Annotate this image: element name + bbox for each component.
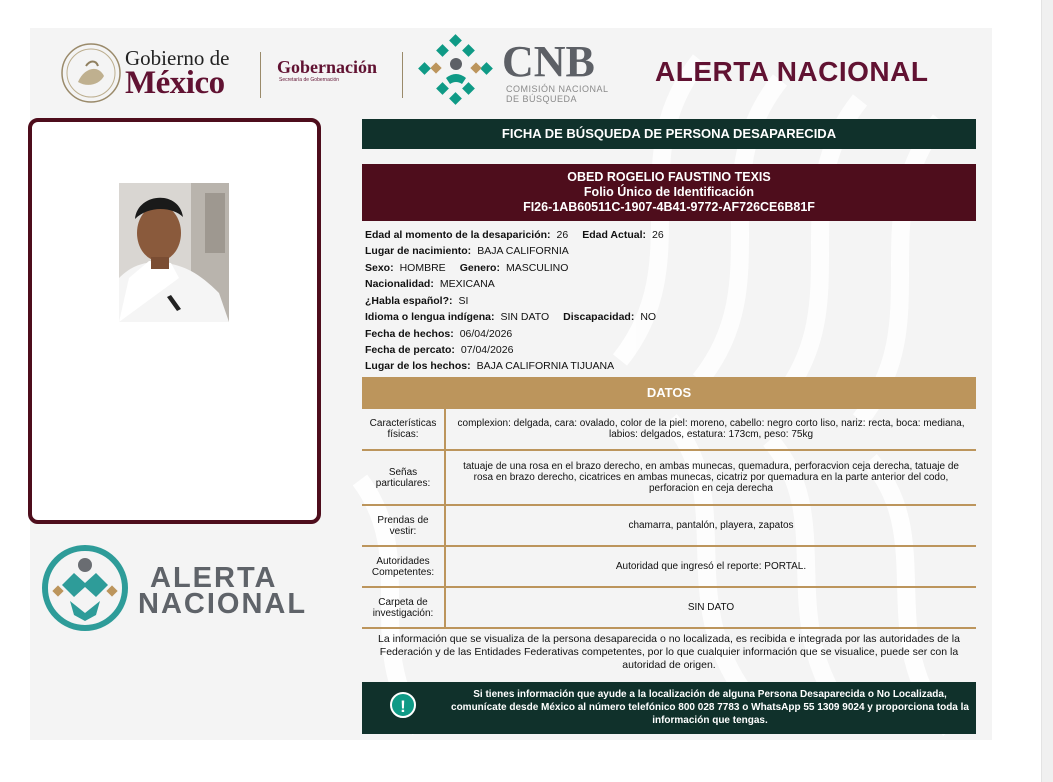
genero-value: MASCULINO: [505, 262, 569, 274]
idioma-value: SIN DATO: [500, 311, 550, 323]
fecha-hechos-value: 06/04/2026: [459, 328, 513, 340]
cnb-sub-line2: DE BÚSQUEDA: [506, 94, 578, 104]
lugar-hechos-label: Lugar de los hechos:: [365, 360, 471, 372]
lugar-nac-value: BAJA CALIFORNIA: [477, 245, 569, 257]
table-row: [362, 505, 976, 546]
row-label: Características físicas:: [362, 409, 445, 450]
row-label: Carpeta de investigación:: [362, 587, 445, 628]
genero-label: Genero:: [459, 262, 500, 274]
lugar-hechos-value: BAJA CALIFORNIA TIJUANA: [476, 360, 615, 372]
table-row: [362, 409, 976, 450]
edad-row: [365, 229, 664, 241]
nacionalidad-row: [365, 278, 495, 290]
alerta-logo-line2: NACIONAL: [138, 588, 308, 620]
header-separator: [402, 52, 403, 98]
alerta-logo-line1: ALERTA: [150, 562, 278, 594]
nacionalidad-value: MEXICANA: [439, 278, 495, 290]
person-name: OBED ROGELIO FAUSTINO TEXIS: [567, 170, 771, 184]
espanol-row: [365, 295, 468, 307]
edad-actual-value: 26: [652, 229, 664, 241]
folio-label: Folio Único de Identificación: [583, 185, 755, 199]
discapacidad-value: NO: [640, 311, 657, 323]
datos-table: [362, 409, 976, 629]
table-row: [362, 450, 976, 505]
sexo-row: [365, 262, 568, 274]
table-row: [362, 546, 976, 587]
alerta-nacional-emblem-icon: [40, 543, 130, 633]
datos-title: DATOS: [362, 377, 976, 409]
scrollbar[interactable]: [1041, 0, 1053, 782]
cnb-subtitle: [506, 84, 609, 104]
fecha-percato-value: 07/04/2026: [460, 344, 514, 356]
gobernacion-label: Gobernación: [277, 57, 378, 77]
row-value: Autoridad que ingresó el reporte: PORTAL.: [445, 546, 976, 587]
escudo-nacional-icon: [60, 42, 122, 104]
exclamation-icon: !: [390, 692, 416, 718]
row-value: SIN DATO: [445, 587, 976, 628]
idioma-row: [365, 311, 656, 323]
espanol-label: ¿Habla español?:: [365, 295, 453, 307]
lugar-hechos-row: [365, 360, 614, 372]
alerta-nacional-title: ALERTA NACIONAL: [655, 56, 929, 87]
row-value: complexion: delgada, cara: ovalado, color de la piel: moreno, cabello: negro corto liso, nariz: recta, boca: mediana, labios: delgados, estatura: 173cm, peso: 75kg: [445, 409, 976, 450]
row-label: Señas particulares:: [362, 450, 445, 505]
row-label: Autoridades Competentes:: [362, 546, 445, 587]
row-value: tatuaje de una rosa en el brazo derecho, en ambas munecas, quemadura, perforacvion ceja derecha, tatuaje de rosa en brazo derecho, cicatrices en ambas munecas, cicatriz por quemadura en la parte anterior del codo, perforacion en ceja derecha: [445, 450, 976, 505]
datos-table-wrap: [362, 409, 976, 629]
discapacidad-label: Discapacidad:: [563, 311, 635, 323]
fecha-percato-row: [365, 344, 513, 356]
identity-block: [362, 164, 976, 221]
edad-actual-label: Edad Actual:: [582, 229, 647, 241]
fecha-percato-label: Fecha de percato:: [365, 344, 455, 356]
cnb-label: CNB: [502, 37, 595, 86]
lugar-nac-label: Lugar de nacimiento:: [365, 245, 472, 257]
gobierno-line2: México: [125, 65, 225, 101]
disclaimer-text: La información que se visualiza de la persona desaparecida o no localizada, es recibida e integrada por las autoridades de la Federación y de las Entidades Federativas competentes, por lo que cualquier información que se visualice, puede ser con la autoridad de origen.: [378, 633, 960, 671]
table-row: [362, 587, 976, 628]
edad-desap-value: 26: [556, 229, 569, 241]
lugar-nac-row: [365, 245, 569, 257]
fecha-hechos-row: [365, 328, 512, 340]
contact-text: Si tienes información que ayude a la localización de alguna Persona Desaparecida o No Localizada, comunícate desde México al número telefónico 800 028 7783 o WhatsApp 55 1309 9024 y proporciona toda la información que tengas.: [451, 689, 969, 726]
nacionalidad-label: Nacionalidad:: [365, 278, 434, 290]
idioma-label: Idioma o lengua indígena:: [365, 311, 495, 323]
row-label: Prendas de vestir:: [362, 505, 445, 546]
ficha-title: FICHA DE BÚSQUEDA DE PERSONA DESAPARECIDA: [362, 119, 976, 149]
sexo-value: HOMBRE: [399, 262, 446, 274]
fecha-hechos-label: Fecha de hechos:: [365, 328, 454, 340]
espanol-value: SI: [458, 295, 469, 307]
cnb-emblem-icon: [416, 34, 496, 108]
gobierno-line1: Gobierno de: [125, 46, 230, 70]
row-value: chamarra, pantalón, playera, zapatos: [445, 505, 976, 546]
folio-value: FI26-1AB60511C-1907-4B41-9772-AF726CE6B81F: [523, 200, 815, 214]
person-photo: [119, 183, 229, 322]
cnb-sub-line1: COMISIÓN NACIONAL: [506, 84, 609, 94]
gobernacion-sub: Secretaría de Gobernación: [279, 77, 340, 83]
sexo-label: Sexo:: [365, 262, 394, 274]
header-separator: [260, 52, 261, 98]
edad-desap-label: Edad al momento de la desaparición:: [365, 229, 551, 241]
